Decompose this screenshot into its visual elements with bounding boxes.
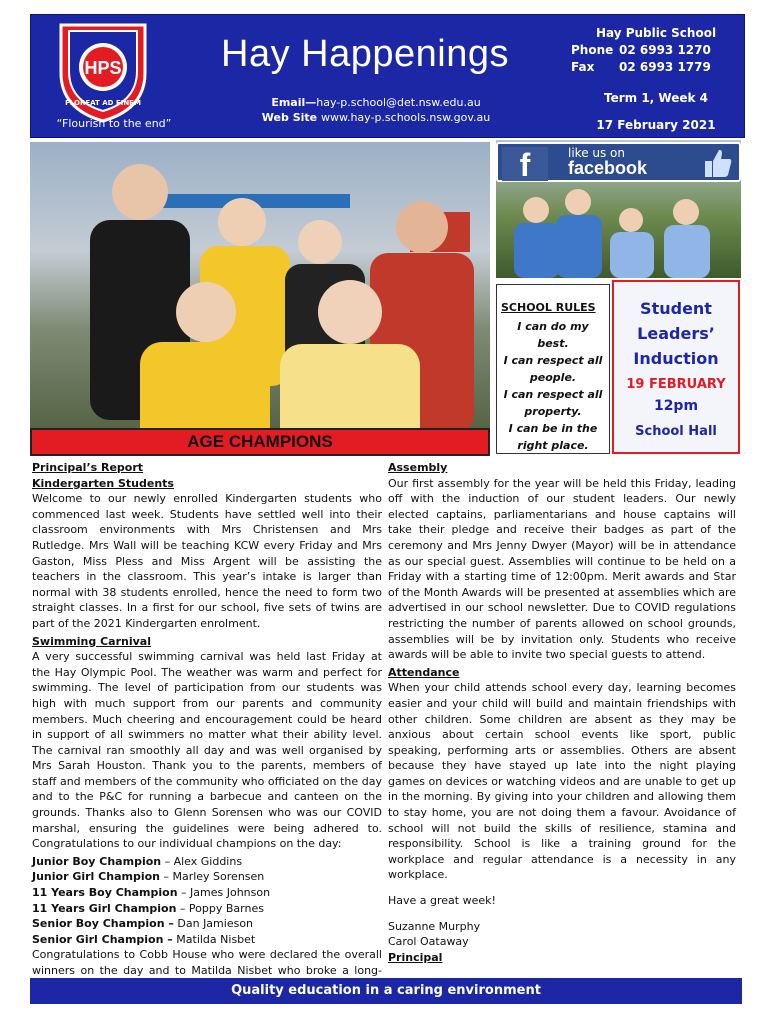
email-link[interactable]: hay-p.school@det.nsw.edu.au: [316, 96, 481, 109]
induction-date: 19 FEBRUARY: [626, 377, 726, 392]
contact-block: [211, 95, 541, 125]
assembly-heading: Assembly: [388, 461, 448, 474]
children-group-image: [30, 142, 490, 454]
term-week: Term 1, Week 4: [603, 91, 708, 105]
induction-place: School Hall: [635, 424, 717, 439]
swimming-carnival-heading: Swimming Carnival: [32, 634, 151, 648]
assembly-paragraph: Our first assembly for the year will be held this Friday, leading off with the induction of our student leaders. Our newly elected captains, parliamentarians and house captains will take their pledge and receive their badges as part of the ceremony and Mrs Jenny Dwyer (Mayor) will be in attendance as our special guest. Assemblies will continue to be held on a Friday with a starting time of 12:00pm. Merit awards and Star of the Month Awards will be presented at assemblies which are advertised in our school newsletter. Due to COVID regulations restricting the number of parents allowed on school grounds, assemblies will be by invitation only. Students who receive awards will be able to invite two special guests to attend.: [388, 476, 736, 662]
footer-tagline: Quality education in a caring environment: [30, 978, 742, 1004]
rule-item: I can do my best.: [517, 320, 589, 350]
facebook-banner[interactable]: [496, 142, 741, 182]
website-label: Web Site: [261, 111, 318, 124]
masthead: [30, 14, 745, 138]
facebook-like-text: like us on: [568, 146, 626, 160]
leaders-induction-box: [612, 280, 740, 454]
attendance-paragraph: When your child attends school every day, learning becomes easier and your child will build and maintain friendships with other children. Some children are absent as they may be anxious about certain school events like sport, public speaking, performing arts or assemblies. Others are absent because they have stayed up late into the night playing games on devices or watching videos and are unable to get up in the morning. By giving into your children and allowing them to stay home, you are not doing them a favour. Avoidance of school will not build the skills of resilience, stamina and responsibility. School is like a training ground for the workplace and regular attendance is a necessity in any workplace.: [388, 681, 736, 882]
champion-item: 11 Years Girl Champion – Poppy Barnes: [32, 901, 264, 915]
fax-label: Fax: [571, 60, 595, 74]
school-name: Hay Public School: [595, 26, 717, 40]
rule-item: I can respect all property.: [503, 388, 603, 418]
champion-item: 11 Years Boy Champion – James Johnson: [32, 886, 271, 900]
phone-number: 02 6993 1270: [619, 43, 711, 57]
rule-item: I can be in the right place.: [508, 422, 598, 452]
induction-time: 12pm: [653, 398, 699, 414]
age-champions-photo: [30, 142, 490, 454]
svg-text:FLOREAT AD FINEM: FLOREAT AD FINEM: [65, 99, 141, 107]
champion-item: Junior Girl Champion – Marley Sorensen: [32, 870, 265, 884]
school-motto: “Flourish to the end”: [56, 117, 172, 130]
issue-date: 17 February 2021: [596, 118, 716, 132]
champion-item: Senior Girl Champion – Matilda Nisbet: [32, 932, 256, 946]
induction-title-line2: Leaders’: [637, 324, 715, 343]
thumbs-up-icon: [703, 147, 733, 179]
facebook-icon: f: [502, 147, 548, 181]
signoff-text: Have a great week!: [388, 894, 496, 908]
newsletter-title: Hay Happenings: [221, 33, 509, 75]
closing-paragraph: Congratulations to Cobb House who were declared the overall winners on the day and to Matilda Nisbet who broke a long-: [32, 948, 382, 977]
school-rules-heading: SCHOOL RULES: [501, 301, 596, 314]
assembly-attendance-column: [388, 460, 736, 965]
signatory-role: Principal: [388, 950, 443, 964]
fax-number: 02 6993 1779: [619, 60, 711, 74]
induction-title-line1: Student: [640, 299, 712, 318]
attendance-heading: Attendance: [388, 665, 460, 679]
website-link[interactable]: www.hay-p.schools.nsw.gov.au: [320, 111, 491, 124]
student-leaders-photo: [496, 140, 741, 278]
principal-report-column: [32, 460, 382, 996]
school-rules-box: [496, 284, 610, 454]
rule-item: I can respect all people.: [503, 354, 603, 384]
kindergarten-paragraph: Welcome to our newly enrolled Kindergarten students who commenced last week. Students have settled well into their classroom environments with Mrs Christensen and Mrs Rutledge. Mrs Wall will be teaching KCW every Friday and Mrs Gaston, Miss Pless and Miss Argent will be assisting the teachers in the classroom. This year’s intake is larger than normal with 38 students enrolled, hence the need to form two straight classes. In a first for our school, five sets of twins are part of the 2021 Kindergarten enrolment.: [32, 492, 382, 630]
email-label: Email—: [271, 96, 317, 109]
induction-title-line3: Induction: [633, 349, 719, 368]
principal-report-heading: Principal’s Report: [32, 461, 144, 474]
kindergarten-heading: Kindergarten Students: [32, 476, 174, 490]
champion-item: Junior Boy Champion – Alex Giddins: [32, 854, 243, 868]
phone-label: Phone: [571, 43, 614, 57]
svg-text:HPS: HPS: [84, 58, 122, 78]
school-details: [571, 25, 741, 76]
signatory-name: Carol Oataway: [388, 935, 469, 949]
signatory-name: Suzanne Murphy: [388, 919, 481, 933]
school-crest-logo: [55, 21, 151, 123]
age-champions-banner: AGE CHAMPIONS: [30, 428, 490, 456]
swimming-carnival-paragraph: A very successful swimming carnival was held last Friday at the Hay Olympic Pool. The weather was warm and perfect for swimming. The level of participation from our students was high with much support from our parents and community members. Much cheering and encouragement could be heard in support of all swimmers no matter what their ability level. The carnival ran smoothly all day and was well organised by Mrs Sarah Houston. Thank you to the parents, members of staff and members of the community who officiated on the day and to the P&C for running a barbecue and canteen on the grounds. Thanks also to Glenn Sorensen who was our COVID marshal, ensuring the guidelines were being adhered to. Congratulations to our individual champions on the day:: [32, 650, 382, 851]
facebook-wordmark: facebook: [568, 158, 648, 178]
champion-item: Senior Boy Champion – Dan Jamieson: [32, 917, 254, 931]
